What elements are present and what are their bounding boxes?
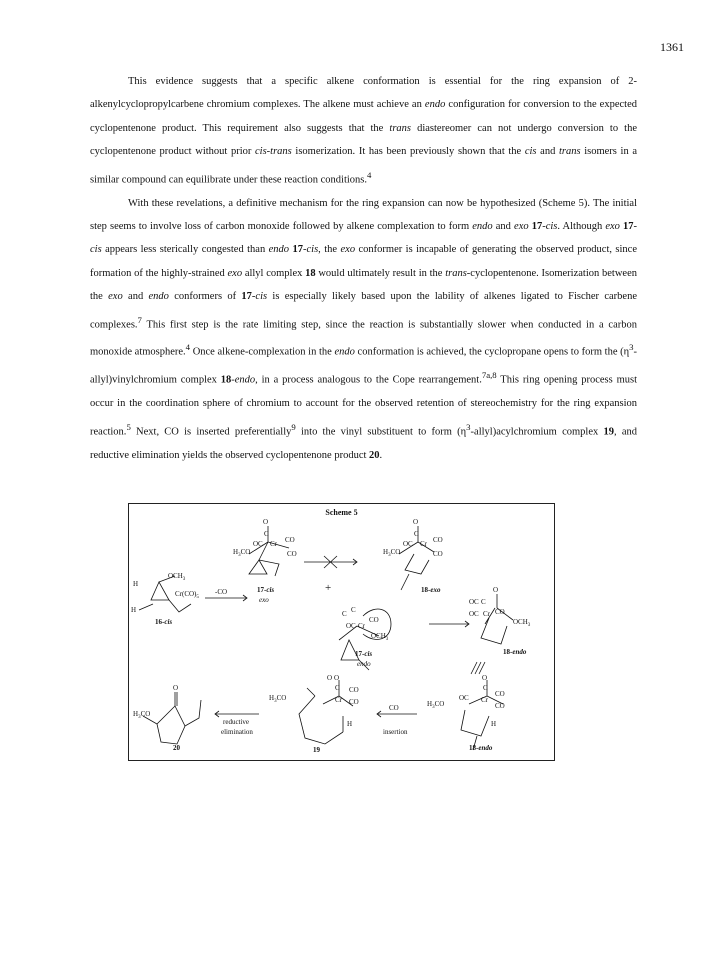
label-co: CO [389,704,399,712]
scheme-title: Scheme 5 [325,508,358,517]
label-exo: exo [259,596,269,604]
svg-text:C: C [483,684,488,692]
svg-text:H3CO: $H_3CO$ [233,548,251,558]
svg-text:H3CO: $H_3CO$ [133,710,151,720]
label-18-endo-bottom: 18-endo [469,744,493,752]
svg-text:OC: OC [403,540,413,548]
svg-text:OC: OC [459,694,469,702]
svg-text:Cr: Cr [270,540,277,548]
svg-text:O: O [493,586,499,594]
svg-text:CO: CO [349,698,359,706]
label-elimination: elimination [221,728,253,736]
svg-text:OCH3: $OCH_3$ [168,572,186,582]
svg-text:C: C [351,606,356,614]
svg-text:O: O [263,518,269,526]
label-19: 19 [313,746,320,754]
svg-text:H: H [133,580,139,588]
svg-text:C: C [342,610,347,618]
svg-text:Cr(CO)5: $Cr(CO)_5$ [175,590,199,600]
body-text [90,70,637,467]
label-insertion: insertion [383,728,408,736]
svg-text:H: H [131,606,137,614]
label-plus: + [325,582,332,594]
label-18-endo-right: 18-endo [503,648,527,656]
svg-text:CO: CO [495,690,505,698]
svg-text:O: O [334,674,340,682]
svg-text:C: C [481,598,486,606]
label-minus-co: -CO [215,588,228,596]
svg-text:CO: CO [495,702,505,710]
label-reductive: reductive [223,718,250,726]
label-17-cis-exo: 17-cis [257,586,275,594]
label-18-exo: 18-exo [421,586,441,594]
label-16-cis: 16-cis [155,618,173,626]
scheme-5-figure [128,503,555,761]
svg-text:O: O [482,674,488,682]
svg-text:Cr: Cr [358,622,365,630]
svg-text:OCH3: $OCH_3$ [371,632,389,642]
svg-text:H3CO: $H_3CO$ [383,548,401,558]
label-17-cis-endo: 17-cis [355,650,373,658]
svg-text:C: C [414,530,419,538]
svg-text:CO: CO [433,550,443,558]
svg-text:H: H [347,720,353,728]
svg-text:CO: CO [349,686,359,694]
page-number: 1361 [660,40,684,54]
svg-text:CO: CO [287,550,297,558]
svg-text:O: O [173,684,179,692]
svg-text:C: C [335,684,340,692]
svg-text:H: H [491,720,497,728]
svg-text:OC: OC [469,598,479,606]
svg-text:CO: CO [495,608,505,616]
paragraph-2: With these revelations, a definitive mechanism for the ring expansion can now be hypothesized (Scheme 5). The initial step seems to involve loss of carbon monoxide followed by alkene complexation to form endo and exo 17-cis. Although exo 17-cis appears less sterically congested than endo 17-cis, the exo conformer is incapable of generating the observed product, since formation of the highly-strained exo allyl complex 18 would ultimately result in the trans-cyclopentenone. Isomerization between the exo and endo conformers of 17-cis is especially likely based upon the lability of alkenes ligated to Fischer carbene complexes.$^7$ This first step is the rate limiting step, since the reaction is substantially slower when conducted in a carbon monoxide atmosphere.$^4$ Once alkene-complexation in the endo conformation is achieved, the cyclopropane opens to form the $(\eta^3-allyl)vinylchromium$ complex 18-endo, in a process analogous to the Cope rearrangement.$^{7a,8}$ This ring opening process must occur in the coordination sphere of chromium to account for the observed retention of stereochemistry for the ring expansion reaction.$^5$ Next, CO is inserted preferentially$^9$ into the vinyl substituent to form $(\eta^3-allyl)acylchromium$ complex 19, and reductive elimination yields the observed cyclopentenone product 20. [90,197,638,461]
svg-text:CO: CO [433,536,443,544]
svg-text:H3CO: $H_3CO$ [427,700,445,710]
svg-text:Cr: Cr [481,696,488,704]
svg-text:O: O [413,518,419,526]
svg-text:Cr: Cr [335,696,342,704]
svg-text:Cr: Cr [420,540,427,548]
paragraph-1: This evidence suggests that a specific alkene conformation is essential for the ring expansion of 2-alkenylcyclopropylcarbene chromium complexes. The alkene must achieve an endo configuration for conversion to the expected cyclopentenone product. This requirement also suggests that the trans diastereomer can not undergo conversion to the cyclopentenone product without prior cis-trans isomerization. It has been previously shown that the cis and trans isomers in a similar compound can equilibrate under these reaction conditions.$^4$ [90,76,637,186]
label-endo: endo [357,660,371,668]
svg-text:OCH3: $OCH_3$ [513,618,531,628]
scheme-drawing [129,504,554,760]
formula-text [131,518,531,728]
svg-text:CO: CO [369,616,379,624]
svg-text:OC: OC [346,622,356,630]
svg-text:Cr: Cr [483,610,490,618]
svg-text:O: O [327,674,333,682]
svg-text:OC: OC [469,610,479,618]
label-20: 20 [173,744,180,752]
svg-text:C: C [264,530,269,538]
svg-text:CO: CO [285,536,295,544]
svg-text:OC: OC [253,540,263,548]
svg-text:H3CO: $H_3CO$ [269,694,287,704]
